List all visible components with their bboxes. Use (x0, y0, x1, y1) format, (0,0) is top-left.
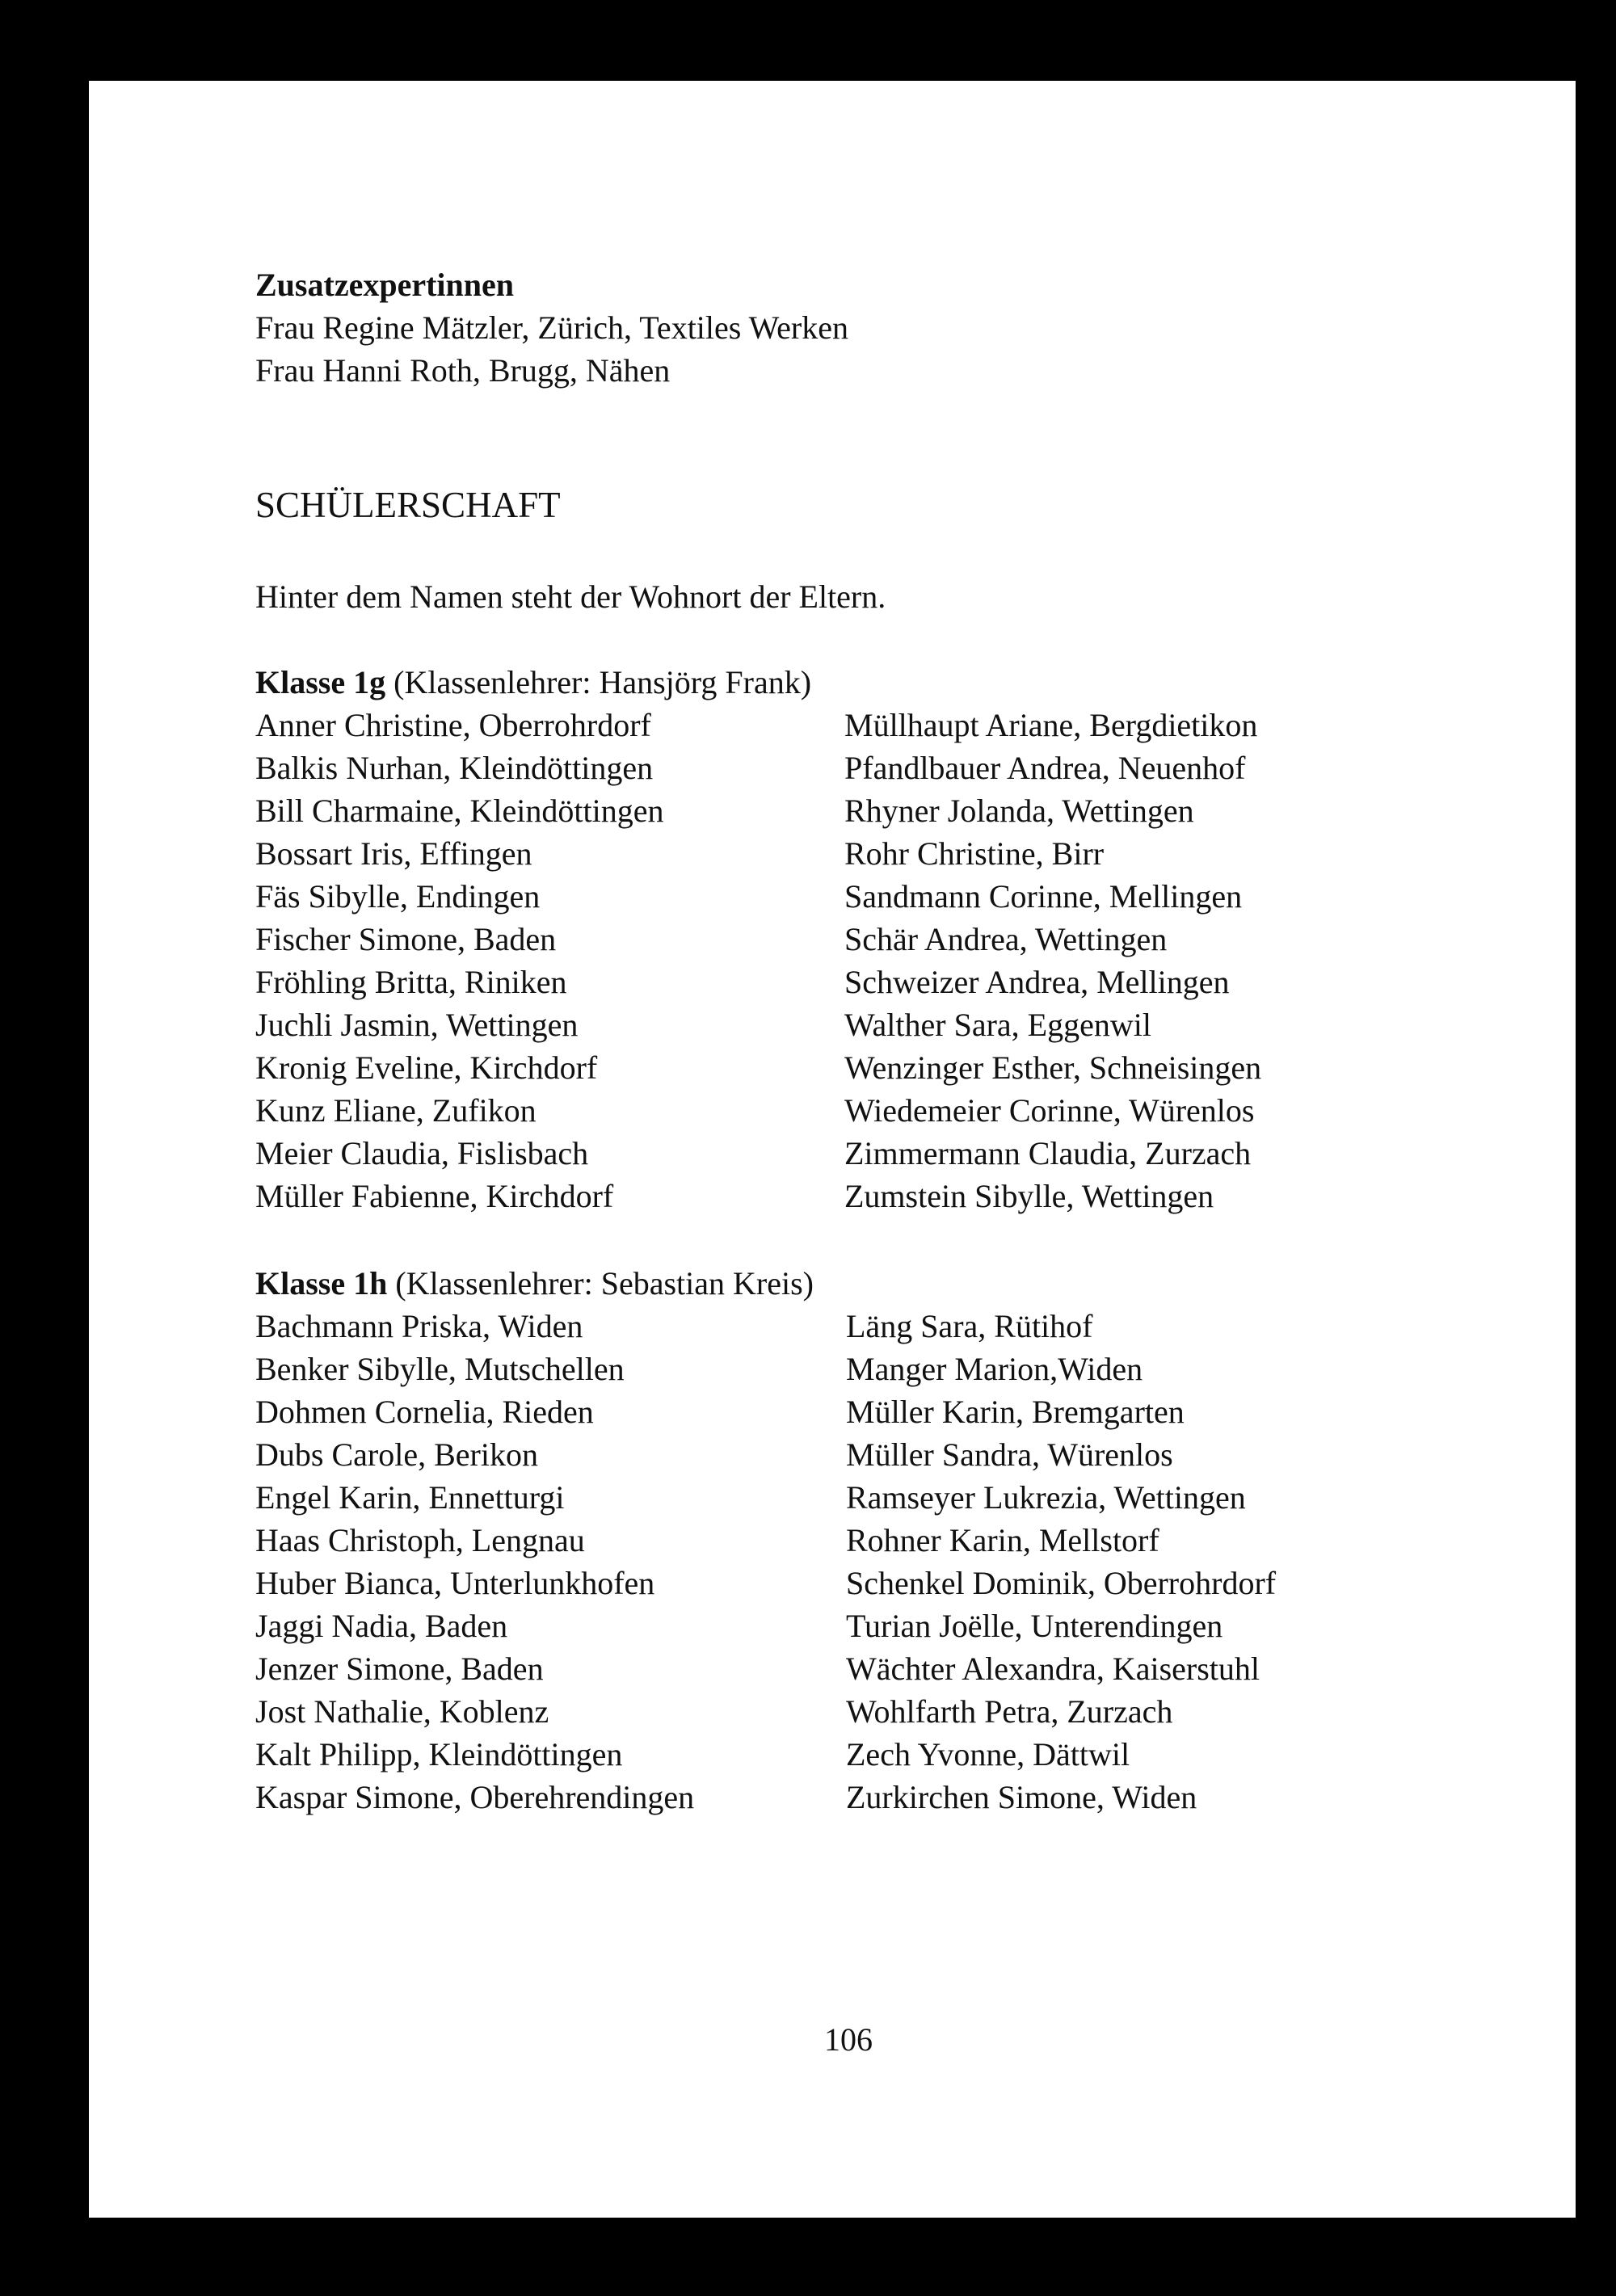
list-item: Wenzinger Esther, Schneisingen (844, 1049, 1262, 1086)
list-item: Müller Fabienne, Kirchdorf (255, 1178, 614, 1214)
list-item: Zimmermann Claudia, Zurzach (844, 1135, 1252, 1171)
class-1h-right-list (846, 1305, 1276, 1819)
expert-line-1: Frau Regine Mätzler, Zürich, Textiles Werken (255, 309, 849, 346)
list-item: Wohlfarth Petra, Zurzach (846, 1693, 1173, 1730)
list-item: Huber Bianca, Unterlunkhofen (255, 1565, 655, 1601)
list-item: Kronig Eveline, Kirchdorf (255, 1049, 598, 1086)
experts-heading: Zusatzexpertinnen (255, 267, 514, 303)
list-item: Müller Karin, Bremgarten (846, 1394, 1185, 1430)
list-item: Müller Sandra, Würenlos (846, 1436, 1173, 1473)
list-item: Müllhaupt Ariane, Bergdietikon (844, 707, 1258, 743)
class-1g-heading (255, 661, 811, 704)
list-item: Zech Yvonne, Dättwil (846, 1736, 1130, 1772)
list-item: Pfandlbauer Andrea, Neuenhof (844, 750, 1246, 786)
list-item: Ramseyer Lukrezia, Wettingen (846, 1479, 1246, 1516)
list-item: Engel Karin, Ennetturgi (255, 1479, 565, 1516)
list-item: Kunz Eliane, Zufikon (255, 1092, 537, 1129)
class-1g-left-list (255, 704, 663, 1217)
list-item: Zumstein Sibylle, Wettingen (844, 1178, 1214, 1214)
class-1h-heading (255, 1262, 814, 1305)
list-item: Zurkirchen Simone, Widen (846, 1779, 1197, 1815)
list-item: Meier Claudia, Fislisbach (255, 1135, 589, 1171)
class-1h-label: Klasse 1h (255, 1265, 388, 1301)
list-item: Rhyner Jolanda, Wettingen (844, 793, 1194, 829)
list-item: Dohmen Cornelia, Rieden (255, 1394, 594, 1430)
list-item: Schweizer Andrea, Mellingen (844, 964, 1230, 1000)
list-item: Wiedemeier Corinne, Würenlos (844, 1092, 1255, 1129)
list-item: Kaspar Simone, Oberehrendingen (255, 1779, 695, 1815)
list-item: Rohner Karin, Mellstorf (846, 1522, 1159, 1558)
class-1h-left-list (255, 1305, 694, 1819)
list-item: Schenkel Dominik, Oberrohrdorf (846, 1565, 1277, 1601)
list-item: Manger Marion,Widen (846, 1351, 1143, 1387)
list-item: Jenzer Simone, Baden (255, 1651, 544, 1687)
intro-text: Hinter dem Namen steht der Wohnort der Eltern. (255, 578, 886, 615)
list-item: Jost Nathalie, Koblenz (255, 1693, 549, 1730)
list-item: Bossart Iris, Effingen (255, 835, 532, 872)
class-1h-teacher: (Klassenlehrer: Sebastian Kreis) (395, 1265, 814, 1301)
list-item: Jaggi Nadia, Baden (255, 1608, 508, 1644)
class-1g-teacher: (Klassenlehrer: Hansjörg Frank) (393, 664, 812, 700)
list-item: Fischer Simone, Baden (255, 921, 557, 957)
list-item: Rohr Christine, Birr (844, 835, 1105, 872)
list-item: Wächter Alexandra, Kaiserstuhl (846, 1651, 1260, 1687)
list-item: Balkis Nurhan, Kleindöttingen (255, 750, 654, 786)
list-item: Bill Charmaine, Kleindöttingen (255, 793, 664, 829)
class-1g-label: Klasse 1g (255, 664, 386, 700)
expert-line-2: Frau Hanni Roth, Brugg, Nähen (255, 352, 671, 389)
list-item: Turian Joëlle, Unterendingen (846, 1608, 1223, 1644)
list-item: Walther Sara, Eggenwil (844, 1007, 1151, 1043)
document-page (89, 81, 1576, 2218)
list-item: Kalt Philipp, Kleindöttingen (255, 1736, 623, 1772)
list-item: Sandmann Corinne, Mellingen (844, 878, 1243, 915)
list-item: Läng Sara, Rütihof (846, 1308, 1093, 1344)
list-item: Schär Andrea, Wettingen (844, 921, 1168, 957)
list-item: Bachmann Priska, Widen (255, 1308, 583, 1344)
class-1g-right-list (844, 704, 1261, 1217)
list-item: Juchli Jasmin, Wettingen (255, 1007, 579, 1043)
list-item: Benker Sibylle, Mutschellen (255, 1351, 625, 1387)
page-number: 106 (824, 2021, 873, 2058)
list-item: Fröhling Britta, Riniken (255, 964, 567, 1000)
list-item: Dubs Carole, Berikon (255, 1436, 538, 1473)
list-item: Fäs Sibylle, Endingen (255, 878, 541, 915)
list-item: Haas Christoph, Lengnau (255, 1522, 585, 1558)
list-item: Anner Christine, Oberrohrdorf (255, 707, 651, 743)
section-title: SCHÜLERSCHAFT (255, 485, 561, 525)
